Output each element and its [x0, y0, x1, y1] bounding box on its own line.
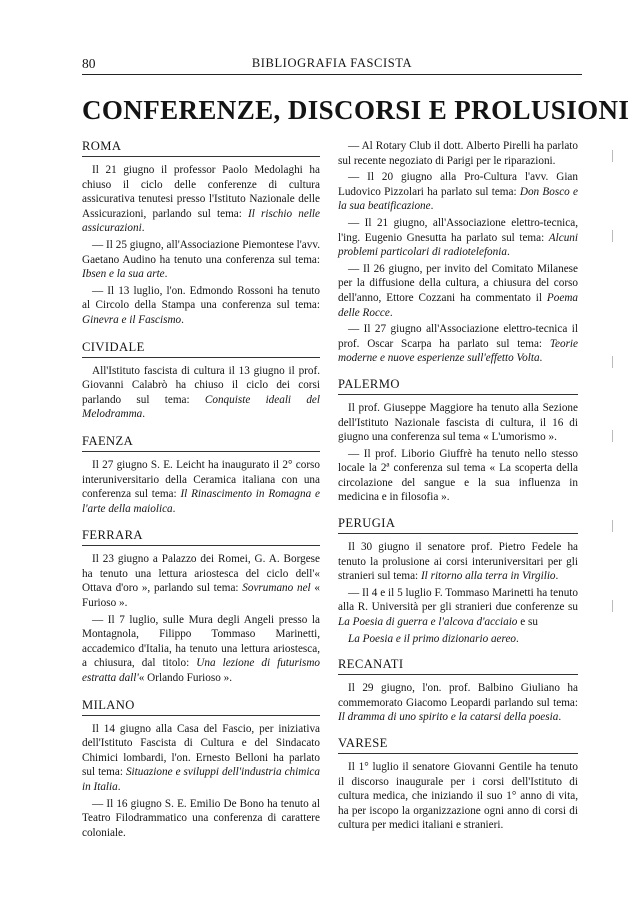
city-heading: RECANATI — [338, 657, 578, 675]
city-section — [82, 340, 320, 422]
page-number: 80 — [82, 56, 96, 71]
left-column — [82, 139, 320, 852]
italic-title: Conquiste ideali del Melodramma — [82, 393, 320, 421]
paragraph — [82, 552, 320, 610]
italic-title: Il rischio nelle assicurazioni — [82, 207, 320, 235]
italic-title: Situazione e sviluppi dell'industria chimica in Italia — [82, 766, 320, 793]
city-heading: CIVIDALE — [82, 340, 320, 358]
right-column — [338, 139, 578, 844]
italic-title: Don Bosco e la sua beatificazione — [338, 185, 578, 213]
paragraph — [338, 139, 578, 168]
italic-title: La Poesia di guerra e l'alcova d'acciaio — [338, 616, 518, 629]
paragraph — [338, 540, 578, 584]
italic-title: Alcuni problemi particolari di radiotelefonia — [338, 231, 578, 259]
paragraph — [82, 163, 320, 236]
city-section — [338, 657, 578, 725]
paragraph — [338, 447, 578, 505]
italic-title: Il dramma di uno spirito e la catarsi della poesia — [338, 711, 559, 724]
italic-title: Il ritorno alla terra in Virgilio — [420, 570, 556, 583]
paragraph — [82, 458, 320, 516]
running-title: BIBLIOGRAFIA FASCISTA — [251, 56, 413, 70]
text-run: — Il 13 luglio, l'on. Edmondo Rossoni ha tenuto al Circolo della Stampa una conferenza sul tema: — [82, 284, 320, 312]
text-run: . — [172, 502, 176, 515]
text-run: Il 1° luglio il senatore Giovanni Gentile ha tenuto il discorso inaugurale per i corsi dell'Istituto di cultura medica, che iniziando il suo 1° anno di vita, ha per iscopo la organizzazione ogni anno di corsi di cultura per medici italiani e stranieri. — [338, 761, 578, 832]
city-heading: MILANO — [82, 698, 320, 716]
paragraph — [338, 586, 578, 630]
text-run: . — [142, 408, 146, 421]
text-run: . — [141, 222, 145, 235]
text-run: — Il 16 giugno S. E. Emilio De Bono ha tenuto al Teatro Filodrammatico una conferenza di carattere coloniale. — [82, 797, 320, 839]
text-run: . — [117, 781, 121, 793]
paragraph — [82, 797, 320, 841]
text-run: Il 30 giugno il senatore prof. Pietro Fedele ha tenuto la prolusione ai corsi interuniversitari per gli stranieri sul tema: — [338, 541, 578, 583]
city-section — [82, 139, 320, 328]
text-run: All'Istituto fascista di cultura il 13 giugno il prof. Giovanni Calabrò ha chiuso il ciclo dei corsi parlando sul tema: — [82, 364, 320, 406]
paragraph — [338, 681, 578, 725]
paragraph — [338, 760, 578, 833]
text-run: — Il prof. Liborio Giuffrè ha tenuto nello stesso locale la 2ª conferenza sul tema « La scoperta della circolazione del sangue e la sua influenza in medicina e in filosofia ». — [338, 447, 578, 504]
text-run: « Orlando Furioso ». — [138, 672, 233, 685]
paragraph — [82, 722, 320, 795]
text-run: — Il 20 giugno alla Pro-Cultura l'avv. Gian Ludovico Pizzolari ha parlato sul tema: — [338, 171, 578, 198]
text-run: . — [430, 200, 434, 213]
text-run: . — [555, 570, 559, 583]
italic-title: Una lezione di futurismo estratta dall' — [82, 657, 320, 685]
italic-title: Il Rinascimento in Romagna e l'arte della maiolica — [82, 488, 321, 515]
text-run: — Il 27 giugno all'Associazione elettro-tecnica il prof. Oscar Scarpa ha parlato sul tema: — [338, 323, 578, 350]
text-run: e su — [517, 616, 538, 629]
paragraph — [82, 284, 320, 328]
city-section — [338, 516, 578, 646]
text-run: . — [389, 306, 393, 319]
paragraph — [338, 216, 578, 260]
text-run: . — [164, 268, 168, 281]
text-run: . — [181, 313, 184, 326]
paragraph — [82, 613, 320, 686]
italic-title: Teorie moderne e nuove esperienze sull'effetto Volta — [338, 337, 578, 365]
italic-title: La Poesia e il primo dizionario aereo — [348, 632, 517, 645]
page-header — [82, 56, 582, 75]
text-run: — Il 4 e il 5 luglio F. Tommaso Marinetti ha tenuto alla R. Università per gli stranieri due conferenze su — [338, 586, 578, 614]
paragraph — [338, 632, 578, 647]
text-run: Il 29 giugno, l'on. prof. Balbino Giuliano ha commemorato Giacomo Leopardi parlando sul tema: — [338, 682, 578, 709]
paragraph — [338, 401, 578, 445]
text-run: Il 27 giugno S. E. Leicht ha inaugurato il 2° corso interuniversitario della Ceramica italiana con una conferenza sul tema: — [82, 458, 320, 501]
text-run: Il 14 giugno alla Casa del Fascio, per iniziativa dell'Istituto Fascista di Cultura e del Sindacato Chimici lombardi, l'on. Ernesto Belloni ha parlato sul tema: — [82, 722, 320, 779]
text-run: — Il 26 giugno, per invito del Comitato Milanese per la diffusione della cultura, a chiusura del corso dell'anno, Ettore Cozzani ha commentato il — [338, 262, 578, 304]
text-run: . — [516, 632, 519, 645]
city-heading: VARESE — [338, 736, 578, 754]
paragraph — [338, 170, 578, 214]
city-heading: PERUGIA — [338, 516, 578, 534]
text-run: Il prof. Giuseppe Maggiore ha tenuto alla Sezione dell'Istituto Nazionale fascista di cultura, il 16 di giugno una conferenza sul tema « L'umorismo ». — [338, 401, 578, 444]
paragraph — [338, 322, 578, 366]
city-section — [338, 377, 578, 505]
italic-title: Sovrumano nel — [242, 582, 311, 595]
text-run: . — [539, 352, 543, 365]
italic-title: Poema delle Rocce — [338, 291, 578, 319]
city-section — [82, 698, 320, 841]
paragraph — [82, 238, 320, 282]
text-run: Il 21 giugno il professor Paolo Medolaghi ha chiuso il ciclo delle conferenze di cultura assicurativa tenutesi presso l'Istituto Nazionale delle Assicurazioni, parlando sul tema: — [82, 164, 320, 220]
paragraph — [338, 262, 578, 320]
city-heading: FAENZA — [82, 434, 320, 452]
city-heading: FERRARA — [82, 528, 320, 546]
text-run: — Al Rotary Club il dott. Alberto Pirelli ha parlato sul recente negoziato di Parigi per le riparazioni. — [338, 140, 578, 167]
text-run: — Il 25 giugno, all'Associazione Piemontese l'avv. Gaetano Audino ha tenuto una conferenza sul tema: — [82, 238, 320, 266]
text-run: . — [506, 246, 510, 259]
text-run: — Il 7 luglio, sulle Mura degli Angeli presso la Montagnola, Filippo Tommaso Marinetti, accademico d'Italia, ha tenuto una lettura ariostesca, a chiusura, dal titolo: — [82, 613, 320, 670]
city-section — [82, 528, 320, 685]
city-heading: PALERMO — [338, 377, 578, 395]
city-heading: ROMA — [82, 139, 320, 157]
page-title: CONFERENZE, DISCORSI E PROLUSIONI — [82, 95, 630, 125]
city-section — [82, 434, 320, 516]
italic-title: Ibsen e la sua arte — [82, 268, 165, 281]
city-section — [338, 736, 578, 833]
paragraph — [82, 364, 320, 422]
italic-title: Ginevra e il Fascismo — [82, 313, 182, 326]
milano-continuation — [338, 139, 578, 366]
text-run: . — [558, 711, 562, 724]
text-run: « Furioso ». — [82, 582, 321, 610]
text-run: — Il 21 giugno, all'Associazione elettro-tecnica, l'ing. Eugenio Gnesutta ha parlato sul tema: — [338, 216, 578, 244]
text-run: Il 23 giugno a Palazzo dei Romei, G. A. Borgese ha tenuto una lettura ariostesca del ciclo dell'« Ottava d'oro », parlando sul tema: — [82, 553, 320, 595]
